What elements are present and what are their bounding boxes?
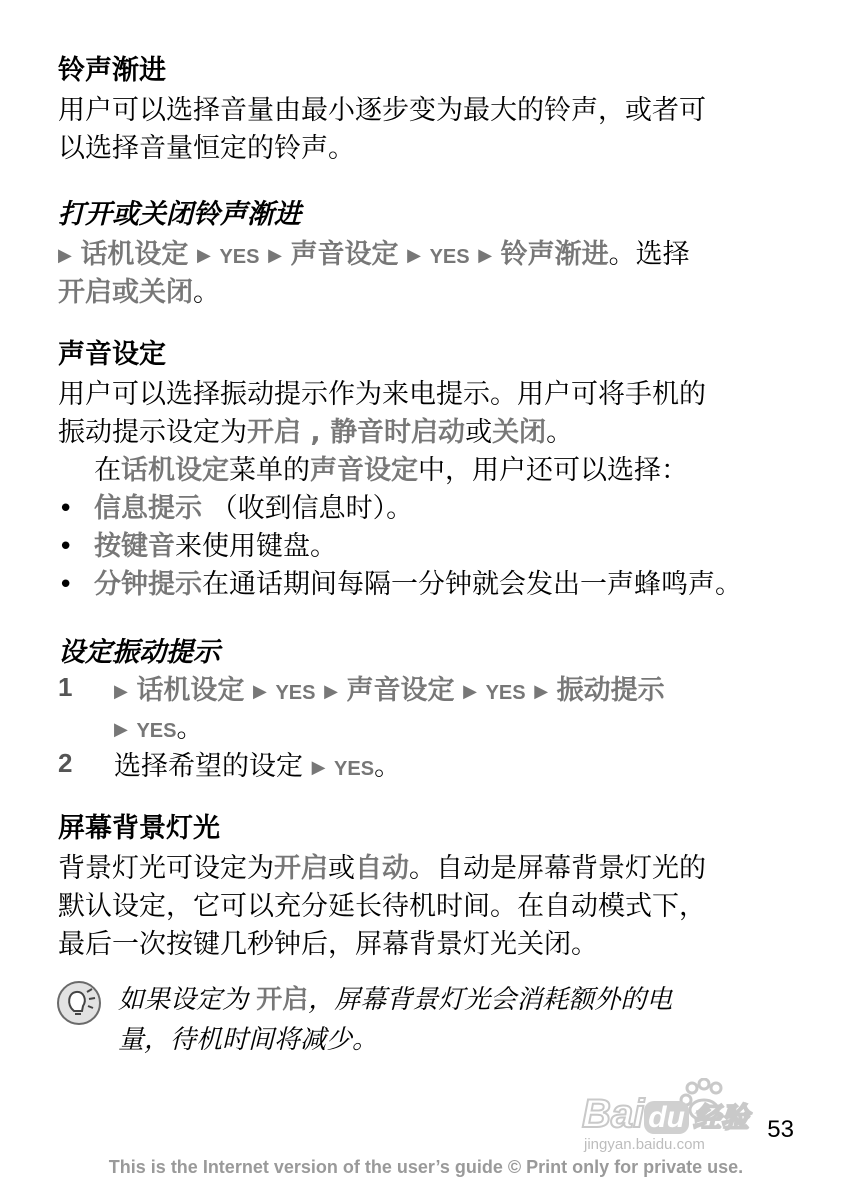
- paragraph-text: 。自动是屏幕背景灯光的: [409, 853, 706, 884]
- menu-item-sound-settings: 声音设定: [290, 239, 399, 270]
- list-item-term: 分钟提示: [94, 569, 202, 600]
- paragraph-line: [58, 414, 573, 452]
- paragraph-text: 在: [94, 455, 121, 486]
- list-item: [94, 566, 742, 604]
- menu-item-ring-increasing: 铃声渐进: [500, 239, 609, 270]
- step-number: 2: [58, 748, 73, 778]
- arrow-right-icon: ▶: [478, 245, 493, 266]
- menu-item-phone-settings: 话机设定: [121, 455, 229, 486]
- paragraph-text: 菜单的: [229, 455, 310, 486]
- arrow-right-icon: ▶: [58, 245, 72, 266]
- watermark-logo: Bai du 经验: [582, 1092, 749, 1136]
- paragraph-text: 或: [465, 417, 493, 448]
- arrow-right-icon: ▶: [407, 245, 421, 266]
- section-title-set-vibrating-alert: 设定振动提示: [58, 637, 220, 668]
- bullet-dot: •: [58, 494, 74, 524]
- option-on: 开启: [247, 417, 301, 448]
- punctuation: 。: [193, 277, 220, 308]
- option-on-off: 开启或关闭: [58, 277, 193, 308]
- option-on: 开启: [274, 853, 328, 884]
- footer-notice: This is the Internet version of the user’s guide © Print only for private use.: [108, 1157, 744, 1177]
- paragraph-text: 中，用户还可以选择：: [418, 455, 688, 486]
- paragraph-line-indented: [94, 452, 688, 490]
- tip-text: ，屏幕背景灯光会消耗额外的电: [308, 985, 673, 1015]
- yes-key-label: YES: [485, 682, 526, 704]
- page-number: 53: [767, 1116, 794, 1143]
- option-auto: 自动: [355, 853, 409, 884]
- list-item-text: 在通话期间每隔一分钟就会发出一声蜂鸣声。: [202, 569, 742, 600]
- tip-text-line: 量，待机时间将减少。: [118, 1025, 379, 1055]
- paragraph-line: 最后一次按键几秒钟后，屏幕背景灯光关闭。: [58, 929, 598, 960]
- arrow-right-icon: ▶: [197, 245, 211, 266]
- step-text: 选择希望的设定: [114, 751, 303, 782]
- yes-key-label: YES: [334, 758, 375, 780]
- arrow-right-icon: ▶: [463, 681, 477, 702]
- arrow-right-icon: ▶: [114, 719, 128, 740]
- list-item-text: 来使用键盘。: [175, 531, 337, 562]
- list-item: [94, 490, 413, 528]
- list-item: [94, 528, 337, 566]
- list-item-text: （收到信息时）。: [202, 493, 414, 524]
- tip-text-line: [118, 980, 672, 1020]
- paragraph-text: 振动提示设定为: [58, 417, 247, 448]
- paragraph-line: [58, 274, 220, 312]
- section-title-toggle-ring-increasing: 打开或关闭铃声渐进: [58, 199, 301, 230]
- yes-key-label: YES: [275, 682, 316, 704]
- bullet-dot: •: [58, 570, 74, 600]
- tip-text: 如果设定为: [118, 985, 257, 1015]
- step-line: [114, 710, 203, 751]
- step-number: 1: [58, 672, 73, 702]
- separator: ,: [301, 417, 331, 448]
- paragraph-line: 用户可以选择振动提示作为来电提示。用户可将手机的: [58, 379, 706, 410]
- yes-key-label: YES: [429, 246, 470, 268]
- tip-lightbulb-icon: [56, 980, 102, 1026]
- paragraph-text: 或: [328, 853, 355, 884]
- menu-item-vibrating-alert: 振动提示: [556, 675, 665, 706]
- menu-item-sound-settings: 声音设定: [346, 675, 455, 706]
- option-silent: 静音时启动: [330, 417, 466, 448]
- option-on: 开启: [256, 985, 309, 1015]
- punctuation: 。: [546, 417, 574, 448]
- arrow-right-icon: ▶: [114, 681, 128, 702]
- paragraph-text: 。选择: [608, 239, 690, 270]
- list-item-term: 信息提示: [94, 493, 202, 524]
- punctuation: 。: [176, 713, 204, 744]
- punctuation: 。: [374, 751, 402, 782]
- section-title-sound-settings: 声音设定: [58, 339, 166, 370]
- step-line: [114, 748, 401, 789]
- menu-item-phone-settings: 话机设定: [136, 675, 245, 706]
- bullet-dot: •: [58, 532, 74, 562]
- paragraph-line: 默认设定，它可以充分延长待机时间。在自动模式下，: [58, 891, 706, 922]
- paragraph-line: 以选择音量恒定的铃声。: [58, 133, 355, 164]
- watermark-url: jingyan.baidu.com: [584, 1136, 705, 1153]
- arrow-right-icon: ▶: [311, 757, 326, 778]
- paragraph-line: [58, 850, 706, 888]
- paragraph-line: 用户可以选择音量由最小逐步变为最大的铃声，或者可: [58, 95, 706, 126]
- list-item-term: 按键音: [94, 531, 175, 562]
- yes-key-label: YES: [219, 246, 260, 268]
- arrow-right-icon: ▶: [534, 681, 549, 702]
- step-line: [114, 672, 665, 713]
- menu-item-phone-settings: 话机设定: [80, 239, 189, 270]
- section-title-backlight: 屏幕背景灯光: [58, 813, 220, 844]
- yes-key-label: YES: [136, 720, 177, 742]
- menu-path-line: [58, 236, 690, 277]
- paragraph-text: 背景灯光可设定为: [58, 853, 274, 884]
- arrow-right-icon: ▶: [253, 681, 267, 702]
- section-title-ring-increasing: 铃声渐进: [58, 55, 166, 86]
- menu-item-sound-settings: 声音设定: [310, 455, 418, 486]
- option-off: 关闭: [492, 417, 547, 448]
- arrow-right-icon: ▶: [268, 245, 282, 266]
- arrow-right-icon: ▶: [324, 681, 338, 702]
